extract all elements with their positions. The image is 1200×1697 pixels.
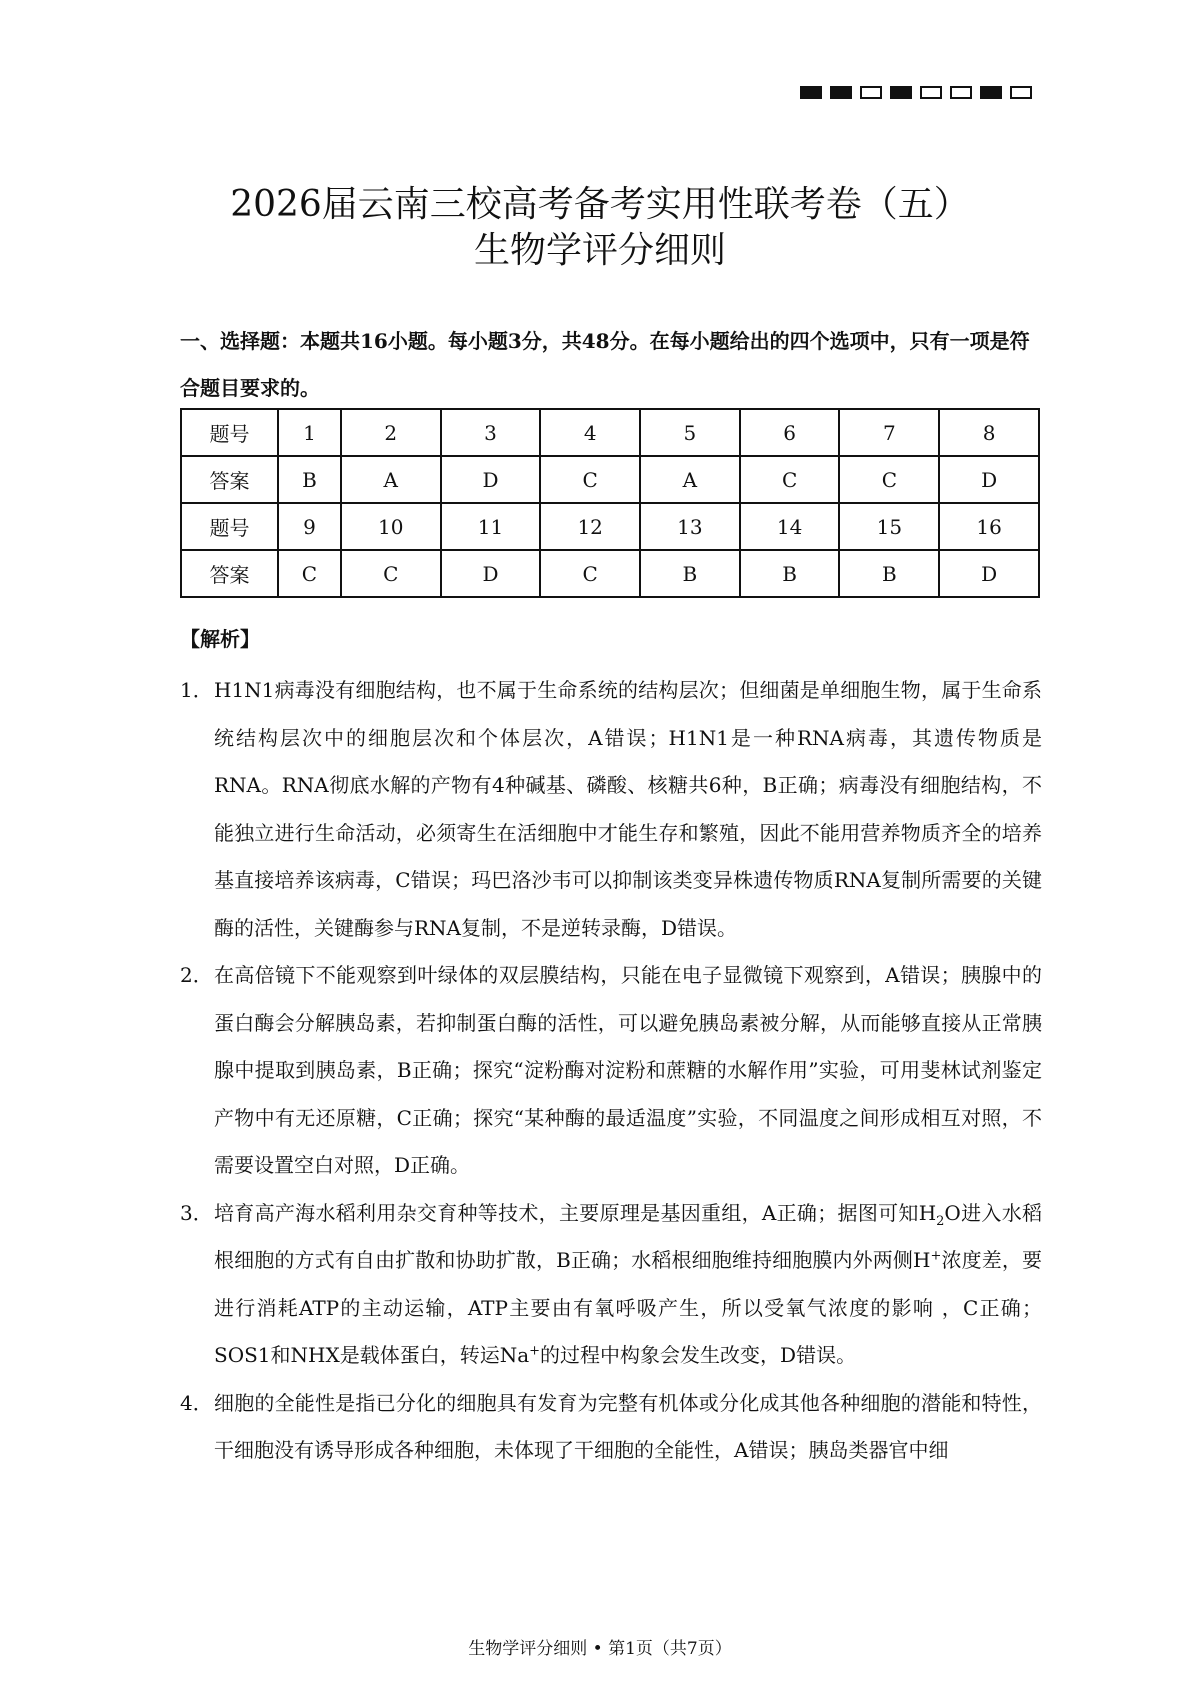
analysis-item-1 [180, 667, 1042, 952]
table-cell: B [278, 456, 341, 503]
table-cell: 1 [278, 409, 341, 456]
table-cell: 4 [540, 409, 640, 456]
item-number: 2． [180, 963, 213, 987]
item-number: 3． [180, 1200, 213, 1225]
table-cell: 9 [278, 503, 341, 550]
text-segment: 浓度差，要进行消耗ATP的主动运输，ATP主要由有氧呼吸产生，所以受氧气浓度的影响 ，C正确；SOS1和NHX是载体蛋白，转运Na [214, 1248, 1043, 1367]
row-label: 答案 [181, 550, 278, 597]
text-segment: 培育高产海水稻利用杂交育种等技术，主要原理是基因重组，A正确；据图可知H [214, 1200, 937, 1225]
table-cell: D [441, 456, 541, 503]
code-box [980, 86, 1002, 99]
answer-table-row [181, 409, 1039, 456]
table-cell: A [341, 456, 441, 503]
section-heading: 一、选择题：本题共16小题。每小题3分，共48分。在每小题给出的四个选项中，只有一项是符合题目要求的。 [180, 329, 1030, 400]
table-cell: C [540, 456, 640, 503]
code-box [860, 86, 882, 99]
subscript: 2 [936, 1213, 945, 1229]
superscript: + [930, 1248, 942, 1264]
table-cell: 8 [939, 409, 1039, 456]
analysis-item-2 [180, 952, 1042, 1190]
item-number: 4． [180, 1390, 213, 1415]
answer-table-row [181, 503, 1039, 550]
answer-table [180, 408, 1040, 598]
item-text [214, 1190, 1042, 1380]
table-cell: A [640, 456, 740, 503]
table-cell: 14 [740, 503, 840, 550]
row-label: 题号 [181, 409, 278, 456]
document-title: 2026届云南三校高考备考实用性联考卷（五） [230, 184, 970, 225]
table-cell: D [441, 550, 541, 597]
code-box [800, 86, 822, 99]
code-box [950, 86, 972, 99]
page-footer: 生物学评分细则 • 第1页（共7页） [468, 1639, 732, 1659]
table-cell: C [341, 550, 441, 597]
table-cell: 12 [540, 503, 640, 550]
table-cell: 11 [441, 503, 541, 550]
table-cell: D [939, 550, 1039, 597]
table-cell: B [640, 550, 740, 597]
table-cell: C [740, 456, 840, 503]
analysis-list [180, 667, 1042, 1475]
table-cell: B [839, 550, 939, 597]
table-cell: 2 [341, 409, 441, 456]
code-box [1010, 86, 1032, 99]
document-subtitle: 生物学评分细则 [473, 230, 726, 271]
table-cell: 5 [640, 409, 740, 456]
analysis-item-4 [180, 1380, 1042, 1475]
item-number: 1． [180, 678, 213, 702]
table-cell: 13 [640, 503, 740, 550]
item-text: 细胞的全能性是指已分化的细胞具有发育为完整有机体或分化成其他各种细胞的潜能和特性，干细胞没有诱导形成各种细胞，未体现了干细胞的全能性，A错误；胰岛类器官中细 [214, 1390, 1042, 1462]
item-text: H1N1病毒没有细胞结构，也不属于生命系统的结构层次；但细菌是单细胞生物，属于生命系统结构层次中的细胞层次和个体层次，A错误；H1N1是一种RNA病毒，其遗传物质是RNA。RNA彻底水解的产物有4种碱基、磷酸、核糖共6种，B正确；病毒没有细胞结构，不能独立进行生命活动，必须寄生在活细胞中才能生存和繁殖，因此不能用营养物质齐全的培养基直接培养该病毒，C错误；玛巴洛沙韦可以抑制该类变异株遗传物质RNA复制所需要的关键酶的活性，关键酶参与RNA复制，不是逆转录酶，D错误。 [214, 678, 1042, 940]
header-code-boxes [800, 86, 1032, 99]
text-segment: O进入水稻根细胞的方式有自由扩散和协助扩散，B正确；水稻根细胞维持细胞膜内外两侧H [214, 1200, 1042, 1272]
table-cell: B [740, 550, 840, 597]
code-box [830, 86, 852, 99]
analysis-heading: 【解析】 [180, 627, 260, 651]
code-box [890, 86, 912, 99]
row-label: 题号 [181, 503, 278, 550]
table-cell: C [278, 550, 341, 597]
item-text: 在高倍镜下不能观察到叶绿体的双层膜结构，只能在电子显微镜下观察到，A错误；胰腺中的蛋白酶会分解胰岛素，若抑制蛋白酶的活性，可以避免胰岛素被分解，从而能够直接从正常胰腺中提取到胰岛素，B正确；探究“淀粉酶对淀粉和蔗糖的水解作用”实验，可用斐林试剂鉴定产物中有无还原糖，C正确；探究“某种酶的最适温度”实验，不同温度之间形成相互对照，不需要设置空白对照，D正确。 [214, 963, 1042, 1177]
analysis-item-3 [180, 1190, 1042, 1380]
code-box [920, 86, 942, 99]
table-cell: 7 [839, 409, 939, 456]
table-cell: 10 [341, 503, 441, 550]
row-label: 答案 [181, 456, 278, 503]
answer-table-row [181, 456, 1039, 503]
table-cell: 6 [740, 409, 840, 456]
text-segment: 的过程中构象会发生改变，D错误。 [540, 1343, 857, 1367]
table-cell: 16 [939, 503, 1039, 550]
table-cell: 15 [839, 503, 939, 550]
table-cell: C [839, 456, 939, 503]
table-cell: D [939, 456, 1039, 503]
table-cell: 3 [441, 409, 541, 456]
answer-table-row [181, 550, 1039, 597]
table-cell: C [540, 550, 640, 597]
superscript: + [529, 1343, 541, 1359]
